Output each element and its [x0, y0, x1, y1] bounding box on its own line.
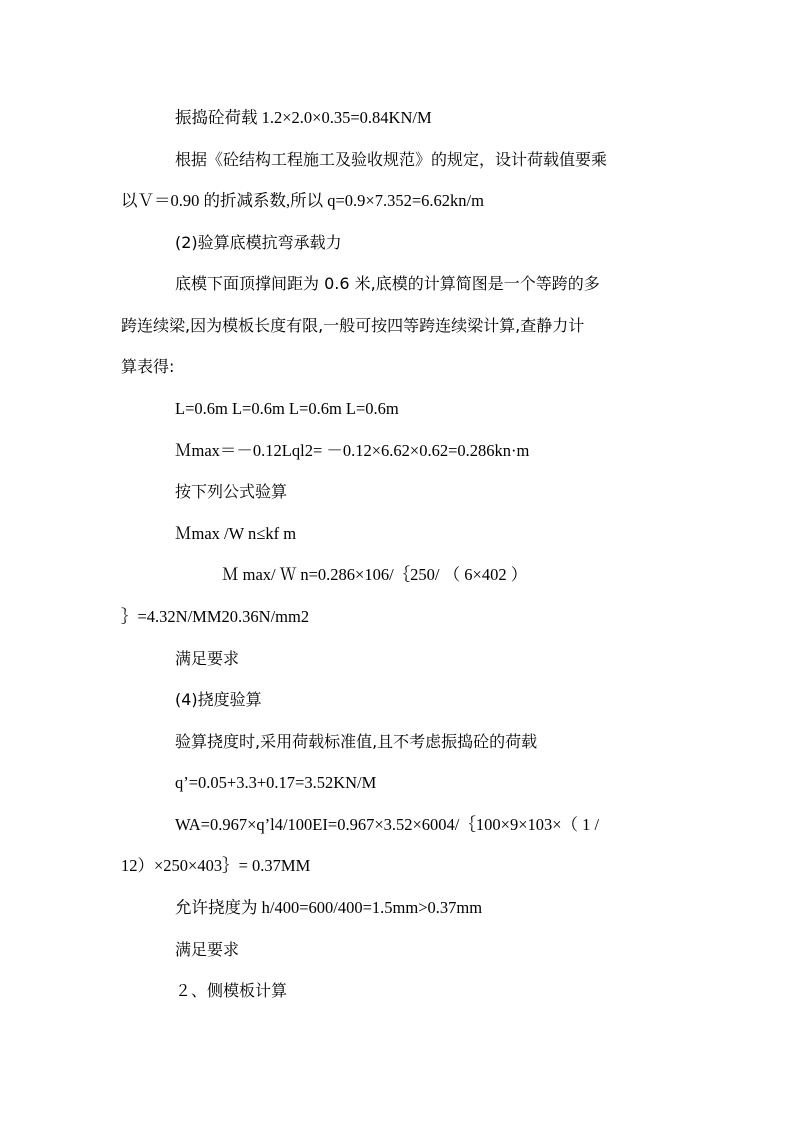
text-line-formula-intro: 按下列公式验算 [175, 482, 288, 501]
text-line-allowable: 允许挠度为 h/400=600/400=1.5mm>0.37mm [175, 898, 483, 917]
text-line-wa: WA=0.967×q’l4/100EI=0.967×3.52×6004/｛100×9×103×（ 1 / [175, 815, 600, 834]
text-line-continuous-beam: 跨连续梁,因为模板长度有限,一般可按四等跨连续梁计算,查静力计 [121, 316, 585, 335]
text-line-heading-bending: (2)验算底模抗弯承载力 [175, 233, 342, 252]
text-line-calc-result: ｝=4.32N/MM20.36N/mm2 [121, 607, 310, 626]
text-line-q-prime: q’=0.05+3.3+0.17=3.52KN/M [175, 773, 377, 792]
text-line-heading-side-form: ２、侧模板计算 [175, 981, 288, 1000]
text-line-ok-2: 满足要求 [175, 940, 240, 959]
text-line-spec: 根据《砼结构工程施工及验收规范》的规定，设计荷载值要乘 [175, 150, 608, 169]
text-line-heading-deflection: (4)挠度验算 [175, 690, 262, 709]
text-line-mmax: Ｍmax＝－0.12Lql2= －0.12×6.62×0.62=0.286kn·m [175, 441, 530, 460]
text-line-ok-1: 满足要求 [175, 649, 240, 668]
text-line-support-spacing: 底模下面顶撑间距为 0.6 米,底模的计算简图是一个等跨的多 [175, 274, 600, 293]
text-line-deflection-note: 验算挠度时,采用荷载标准值,且不考虑振捣砼的荷载 [175, 732, 538, 751]
text-line-wa-result: 12）×250×403｝= 0.37MM [121, 856, 311, 875]
text-line-load: 振捣砼荷载 1.2×2.0×0.35=0.84KN/M [175, 108, 432, 127]
text-line-formula: Ｍmax /W n≤kf m [175, 524, 297, 543]
text-line-spans: L=0.6m L=0.6m L=0.6m L=0.6m [175, 399, 399, 418]
text-line-table: 算表得: [121, 357, 175, 376]
text-line-reduction: 以Ｖ＝0.90 的折减系数,所以 q=0.9×7.352=6.62kn/m [121, 191, 484, 210]
text-line-calc: Ｍ max/ Ｗ n=0.286×106/｛250/ （ 6×402 ） [222, 565, 528, 584]
